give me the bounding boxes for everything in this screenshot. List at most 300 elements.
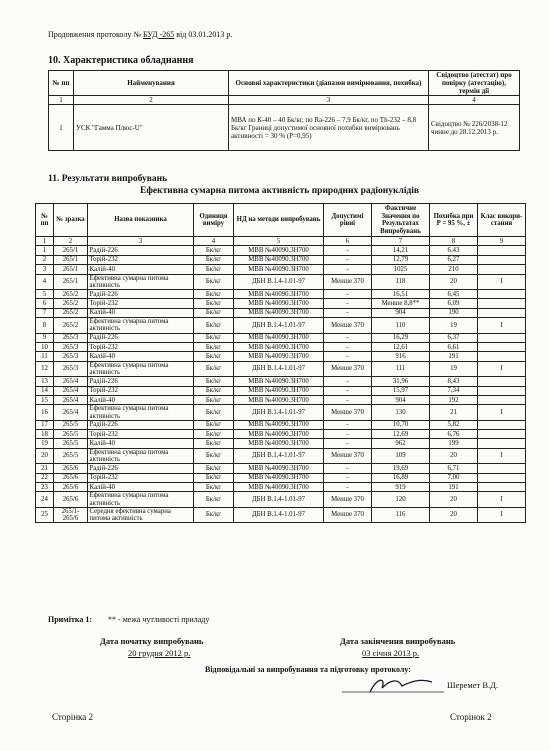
res-cell-allowed: -: [324, 352, 372, 361]
res-cell-allowed: -: [324, 308, 372, 317]
res-cell-indicator: Торій-232: [88, 386, 194, 395]
res-col-actual: Фактичне Значення по Результатах Випробувань: [372, 204, 430, 237]
res-cell-class: I: [478, 507, 526, 522]
res-cell-method: ДБН В.1.4-1.01-97: [234, 507, 324, 522]
table-row: [36, 318, 526, 333]
res-cell-sample: 265/1: [54, 255, 88, 264]
note-text: ** - межа чутливості приладу: [108, 615, 210, 624]
res-cell-indicator: Калій-40: [88, 308, 194, 317]
header-mid: від: [174, 30, 189, 39]
res-cell-method: МВВ №40090.3Н700: [234, 289, 324, 298]
equip-col-cert: Свідоцтво (атестат) про повірку (атестацію), термін дії: [429, 71, 520, 96]
res-cell-indicator: Радій-226: [88, 377, 194, 386]
start-date-value: 20 грудня 2012 р.: [128, 648, 191, 658]
res-cell-allowed: -: [324, 386, 372, 395]
res-cell-allowed: -: [324, 342, 372, 351]
table-row: [36, 246, 526, 255]
res-cell-no: 23: [36, 483, 54, 492]
res-cell-sample: 265/1: [54, 246, 88, 255]
res-cell-actual: 15,97: [372, 386, 430, 395]
table-row: [36, 448, 526, 463]
res-cell-class: [478, 430, 526, 439]
equip-row-no: 1: [49, 105, 74, 151]
res-cell-unit: Бк/кг: [194, 492, 234, 507]
res-cell-no: 1: [36, 246, 54, 255]
res-num: 5: [234, 237, 324, 246]
res-cell-allowed: Менше 370: [324, 492, 372, 507]
res-cell-indicator: Торій-232: [88, 299, 194, 308]
res-cell-error: 6,61: [430, 342, 478, 351]
res-cell-error: 20: [430, 274, 478, 289]
res-cell-error: 7,34: [430, 386, 478, 395]
equip-num: 2: [74, 96, 229, 105]
res-cell-indicator: Ефективна сумарна питома активність: [88, 318, 194, 333]
responsible-label: Відповідальні за випробування та підготовку протоколу:: [205, 665, 411, 674]
res-cell-unit: Бк/кг: [194, 289, 234, 298]
res-cell-unit: Бк/кг: [194, 473, 234, 482]
table-row: [36, 274, 526, 289]
res-cell-no: 8: [36, 318, 54, 333]
res-cell-method: МВВ №40090.3Н700: [234, 342, 324, 351]
protocol-header: [48, 30, 232, 39]
res-cell-no: 24: [36, 492, 54, 507]
res-cell-error: 6,43: [430, 246, 478, 255]
section-11-title: 11. Результати випробувань: [48, 174, 168, 184]
res-cell-class: I: [478, 448, 526, 463]
res-cell-actual: 116: [372, 507, 430, 522]
res-cell-class: [478, 342, 526, 351]
res-cell-actual: 16,51: [372, 289, 430, 298]
res-cell-allowed: Менше 370: [324, 405, 372, 420]
res-cell-no: 20: [36, 448, 54, 463]
res-cell-class: I: [478, 405, 526, 420]
res-cell-indicator: Ефективна сумарна питома активність: [88, 448, 194, 463]
res-cell-unit: Бк/кг: [194, 352, 234, 361]
res-cell-method: МВВ №40090.3Н700: [234, 395, 324, 404]
res-cell-actual: 962: [372, 439, 430, 448]
res-cell-class: I: [478, 492, 526, 507]
res-cell-sample: 265/6: [54, 464, 88, 473]
res-cell-error: 6,37: [430, 333, 478, 342]
protocol-date: 03.01.2013 р.: [188, 30, 233, 39]
res-cell-method: МВВ №40090.3Н700: [234, 483, 324, 492]
res-cell-sample: 265/1-265/6: [54, 507, 88, 522]
res-cell-actual: 31,96: [372, 377, 430, 386]
res-cell-actual: 130: [372, 405, 430, 420]
res-cell-sample: 265/5: [54, 439, 88, 448]
res-cell-actual: 904: [372, 308, 430, 317]
res-cell-indicator: Торій-232: [88, 430, 194, 439]
table-row: [36, 395, 526, 404]
res-cell-actual: 118: [372, 274, 430, 289]
res-cell-actual: 904: [372, 395, 430, 404]
res-cell-no: 16: [36, 405, 54, 420]
res-num: 3: [88, 237, 194, 246]
res-cell-class: [478, 352, 526, 361]
res-cell-class: [478, 395, 526, 404]
res-cell-indicator: Радій-226: [88, 464, 194, 473]
res-cell-method: ДБН В.1.4-1.01-97: [234, 274, 324, 289]
res-col-method: НД на методи випробувань: [234, 204, 324, 237]
res-cell-unit: Бк/кг: [194, 274, 234, 289]
res-cell-sample: 265/4: [54, 377, 88, 386]
res-cell-actual: 916: [372, 352, 430, 361]
equip-col-chars: Основні характеристики (діапазон вимірювання, похибка): [229, 71, 429, 96]
res-cell-unit: Бк/кг: [194, 420, 234, 429]
res-cell-unit: Бк/кг: [194, 483, 234, 492]
res-cell-allowed: -: [324, 439, 372, 448]
res-cell-method: МВВ №40090.3Н700: [234, 420, 324, 429]
res-cell-actual: 16,29: [372, 333, 430, 342]
end-date-label: Дата закінчення випробувань: [340, 636, 456, 646]
res-cell-no: 6: [36, 299, 54, 308]
table-row: [36, 308, 526, 317]
res-cell-indicator: Калій-40: [88, 265, 194, 274]
note-label: Примітка 1:: [48, 615, 93, 624]
res-cell-error: 20: [430, 492, 478, 507]
res-cell-no: 14: [36, 386, 54, 395]
res-cell-indicator: Калій-40: [88, 483, 194, 492]
res-cell-unit: Бк/кг: [194, 377, 234, 386]
res-cell-unit: Бк/кг: [194, 246, 234, 255]
res-cell-class: [478, 386, 526, 395]
res-cell-error: 21: [430, 405, 478, 420]
res-cell-no: 18: [36, 430, 54, 439]
res-cell-error: 20: [430, 448, 478, 463]
responsible-name: Шеремет В.Д.: [447, 680, 499, 690]
equipment-table: [48, 70, 520, 151]
res-cell-indicator: Ефективна сумарна питома активність: [88, 492, 194, 507]
res-cell-indicator: Середня ефективна сумарна питома активність: [88, 507, 194, 522]
res-cell-method: МВВ №40090.3Н700: [234, 265, 324, 274]
res-cell-class: [478, 464, 526, 473]
res-cell-indicator: Ефективна сумарна питома активність: [88, 405, 194, 420]
res-cell-indicator: Радій-226: [88, 333, 194, 342]
res-cell-indicator: Радій-226: [88, 289, 194, 298]
res-cell-unit: Бк/кг: [194, 342, 234, 351]
table-row: [36, 361, 526, 376]
table-row: [36, 377, 526, 386]
res-cell-actual: 109: [372, 448, 430, 463]
res-cell-error: 6,27: [430, 255, 478, 264]
table-row: [36, 265, 526, 274]
res-cell-unit: Бк/кг: [194, 439, 234, 448]
res-cell-error: 7,00: [430, 473, 478, 482]
res-cell-method: МВВ №40090.3Н700: [234, 299, 324, 308]
table-row: [36, 289, 526, 298]
res-cell-method: ДБН В.1.4-1.01-97: [234, 448, 324, 463]
res-cell-actual: 1025: [372, 265, 430, 274]
res-cell-unit: Бк/кг: [194, 395, 234, 404]
results-body: [36, 246, 526, 523]
res-cell-unit: Бк/кг: [194, 308, 234, 317]
res-cell-no: 10: [36, 342, 54, 351]
res-cell-sample: 265/5: [54, 430, 88, 439]
res-cell-unit: Бк/кг: [194, 430, 234, 439]
res-cell-method: ДБН В.1.4-1.01-97: [234, 361, 324, 376]
res-cell-no: 17: [36, 420, 54, 429]
equip-col-name: Найменування: [74, 71, 229, 96]
res-cell-indicator: Калій-40: [88, 439, 194, 448]
res-cell-no: 4: [36, 274, 54, 289]
res-cell-class: I: [478, 318, 526, 333]
res-cell-error: 192: [430, 395, 478, 404]
res-col-unit: Одиниця виміру: [194, 204, 234, 237]
res-cell-actual: 14,21: [372, 246, 430, 255]
res-cell-actual: 10,70: [372, 420, 430, 429]
signature: [340, 670, 450, 698]
protocol-number: БУД -265: [142, 30, 175, 39]
res-cell-error: 6,71: [430, 464, 478, 473]
res-cell-error: 8,43: [430, 377, 478, 386]
note-1: [48, 615, 209, 624]
res-cell-sample: 265/1: [54, 274, 88, 289]
res-cell-sample: 265/3: [54, 352, 88, 361]
res-cell-class: [478, 308, 526, 317]
section-10-title: 10. Характеристика обладнання: [48, 55, 194, 66]
res-cell-sample: 265/1: [54, 265, 88, 274]
res-cell-allowed: -: [324, 420, 372, 429]
res-cell-sample: 265/2: [54, 289, 88, 298]
res-cell-no: 2: [36, 255, 54, 264]
res-cell-unit: Бк/кг: [194, 361, 234, 376]
table-row: [36, 507, 526, 522]
res-cell-indicator: Калій-40: [88, 352, 194, 361]
res-cell-no: 22: [36, 473, 54, 482]
equip-row-cert: Свідоцтво № 226/2038-12 чинне до 28.12.2013 р.: [429, 105, 520, 151]
res-cell-sample: 265/4: [54, 386, 88, 395]
res-cell-unit: Бк/кг: [194, 255, 234, 264]
res-cell-method: МВВ №40090.3Н700: [234, 246, 324, 255]
equipment-num-row: [49, 96, 520, 105]
res-num: 6: [324, 237, 372, 246]
res-num: 2: [54, 237, 88, 246]
res-cell-sample: 265/6: [54, 483, 88, 492]
table-row: [36, 405, 526, 420]
res-col-class: Клас викори-стання: [478, 204, 526, 237]
res-cell-sample: 265/6: [54, 492, 88, 507]
res-cell-allowed: -: [324, 473, 372, 482]
res-cell-unit: Бк/кг: [194, 299, 234, 308]
results-header-row: [36, 204, 526, 237]
equipment-header-row: [49, 71, 520, 96]
res-cell-error: 19: [430, 361, 478, 376]
res-cell-sample: 265/5: [54, 448, 88, 463]
res-col-error: Похибка при Р = 95 %, ±: [430, 204, 478, 237]
res-cell-actual: 12,79: [372, 255, 430, 264]
res-num: 1: [36, 237, 54, 246]
table-row: [36, 430, 526, 439]
res-cell-sample: 265/3: [54, 342, 88, 351]
table-row: [36, 473, 526, 482]
table-row: [36, 255, 526, 264]
res-col-sample: № зразка: [54, 204, 88, 237]
res-cell-actual: 919: [372, 483, 430, 492]
res-cell-indicator: Ефективна сумарна питома активність: [88, 361, 194, 376]
res-num: 8: [430, 237, 478, 246]
res-cell-no: 5: [36, 289, 54, 298]
res-cell-sample: 265/5: [54, 420, 88, 429]
res-cell-error: 191: [430, 352, 478, 361]
res-cell-method: МВВ №40090.3Н700: [234, 430, 324, 439]
res-cell-allowed: Менше 370: [324, 274, 372, 289]
res-cell-method: ДБН В.1.4-1.01-97: [234, 318, 324, 333]
res-cell-allowed: -: [324, 289, 372, 298]
res-num: 9: [478, 237, 526, 246]
table-row: [36, 420, 526, 429]
res-cell-allowed: -: [324, 246, 372, 255]
res-cell-error: 210: [430, 265, 478, 274]
table-row: [36, 342, 526, 351]
equip-num: 1: [49, 96, 74, 105]
res-cell-indicator: Торій-232: [88, 473, 194, 482]
res-cell-method: МВВ №40090.3Н700: [234, 308, 324, 317]
res-cell-no: 21: [36, 464, 54, 473]
res-cell-error: 6,76: [430, 430, 478, 439]
res-cell-method: МВВ №40090.3Н700: [234, 439, 324, 448]
res-num: 7: [372, 237, 430, 246]
res-cell-allowed: Менше 370: [324, 448, 372, 463]
results-table: [35, 203, 526, 523]
table-row: [36, 386, 526, 395]
res-cell-allowed: -: [324, 255, 372, 264]
res-cell-sample: 265/2: [54, 308, 88, 317]
res-cell-method: МВВ №40090.3Н700: [234, 473, 324, 482]
res-cell-unit: Бк/кг: [194, 318, 234, 333]
header-prefix: Продовження протоколу №: [48, 30, 143, 39]
res-cell-sample: 265/4: [54, 405, 88, 420]
res-cell-indicator: Торій-232: [88, 255, 194, 264]
res-col-no: № пп: [36, 204, 54, 237]
res-cell-method: МВВ №40090.3Н700: [234, 255, 324, 264]
res-cell-class: [478, 255, 526, 264]
res-cell-class: [478, 265, 526, 274]
res-cell-sample: 265/2: [54, 299, 88, 308]
res-cell-actual: 16,89: [372, 473, 430, 482]
res-cell-error: 190: [430, 308, 478, 317]
table-row: [36, 483, 526, 492]
table-row: [36, 299, 526, 308]
res-cell-allowed: Менше 370: [324, 507, 372, 522]
section-11-subtitle: Ефективна сумарна питома активність природних радіонуклідів: [140, 186, 420, 196]
res-cell-unit: Бк/кг: [194, 448, 234, 463]
res-cell-unit: Бк/кг: [194, 265, 234, 274]
res-cell-indicator: Радій-226: [88, 420, 194, 429]
equip-col-no: № пп: [49, 71, 74, 96]
res-cell-allowed: -: [324, 483, 372, 492]
res-cell-class: [478, 483, 526, 492]
table-row: [36, 439, 526, 448]
res-cell-allowed: -: [324, 430, 372, 439]
res-cell-indicator: Радій-226: [88, 246, 194, 255]
res-cell-actual: Менше 8,8**: [372, 299, 430, 308]
res-cell-error: 6,45: [430, 289, 478, 298]
res-cell-actual: 111: [372, 361, 430, 376]
page-count: Сторінок 2: [450, 712, 492, 722]
res-cell-indicator: Калій-40: [88, 395, 194, 404]
res-cell-no: 12: [36, 361, 54, 376]
res-cell-class: [478, 333, 526, 342]
table-row: [36, 333, 526, 342]
res-cell-no: 13: [36, 377, 54, 386]
res-cell-class: [478, 299, 526, 308]
res-cell-sample: 265/2: [54, 318, 88, 333]
res-cell-unit: Бк/кг: [194, 333, 234, 342]
res-cell-no: 3: [36, 265, 54, 274]
res-cell-allowed: -: [324, 395, 372, 404]
page-number: Сторінка 2: [52, 712, 93, 722]
res-cell-no: 7: [36, 308, 54, 317]
res-cell-allowed: -: [324, 333, 372, 342]
res-cell-class: [478, 420, 526, 429]
res-cell-unit: Бк/кг: [194, 405, 234, 420]
res-cell-sample: 265/4: [54, 395, 88, 404]
res-cell-error: 199: [430, 439, 478, 448]
res-num: 4: [194, 237, 234, 246]
res-cell-allowed: -: [324, 377, 372, 386]
res-cell-actual: 19,69: [372, 464, 430, 473]
res-cell-method: МВВ №40090.3Н700: [234, 333, 324, 342]
equip-row-chars: МВА по К-40 – 40 Бк/кг, по Ra-226 – 7,9 Бк/кг, по Th-232 – 8,8 Бк/кг Границі допустимої основної похибки вимірювань активності = 30 % (Р=0,95): [229, 105, 429, 151]
res-cell-error: 191: [430, 483, 478, 492]
res-col-indicator: Назва показника: [88, 204, 194, 237]
res-cell-no: 11: [36, 352, 54, 361]
res-cell-unit: Бк/кг: [194, 507, 234, 522]
res-cell-sample: 265/3: [54, 361, 88, 376]
equipment-row: [49, 105, 520, 151]
equip-row-name: УСК "Гамма Плюс-U": [74, 105, 229, 151]
res-cell-method: МВВ №40090.3Н700: [234, 464, 324, 473]
res-cell-sample: 265/6: [54, 473, 88, 482]
res-cell-error: 19: [430, 318, 478, 333]
res-cell-error: 6,09: [430, 299, 478, 308]
end-date-value: 03 січня 2013 р.: [362, 648, 420, 658]
res-cell-unit: Бк/кг: [194, 386, 234, 395]
res-cell-allowed: -: [324, 299, 372, 308]
res-cell-allowed: -: [324, 265, 372, 274]
res-cell-no: 25: [36, 507, 54, 522]
equip-num: 3: [229, 96, 429, 105]
res-cell-method: ДБН В.1.4-1.01-97: [234, 492, 324, 507]
res-cell-class: [478, 289, 526, 298]
res-cell-class: [478, 246, 526, 255]
res-cell-class: [478, 377, 526, 386]
res-cell-indicator: Ефективна сумарна питома активність: [88, 274, 194, 289]
table-row: [36, 492, 526, 507]
res-cell-allowed: Менше 370: [324, 361, 372, 376]
res-cell-method: МВВ №40090.3Н700: [234, 352, 324, 361]
res-cell-class: I: [478, 274, 526, 289]
res-cell-allowed: Менше 370: [324, 318, 372, 333]
res-cell-method: МВВ №40090.3Н700: [234, 386, 324, 395]
res-cell-method: МВВ №40090.3Н700: [234, 377, 324, 386]
res-cell-no: 19: [36, 439, 54, 448]
res-cell-class: [478, 439, 526, 448]
res-cell-error: 5,82: [430, 420, 478, 429]
res-cell-indicator: Торій-232: [88, 342, 194, 351]
res-cell-actual: 110: [372, 318, 430, 333]
res-cell-actual: 12,61: [372, 342, 430, 351]
res-cell-allowed: -: [324, 464, 372, 473]
start-date-label: Дата початку випробувань: [100, 636, 204, 646]
res-cell-no: 15: [36, 395, 54, 404]
results-num-row: [36, 237, 526, 246]
table-row: [36, 352, 526, 361]
equip-num: 4: [429, 96, 520, 105]
res-col-allowed: Допустимі рівні: [324, 204, 372, 237]
res-cell-actual: 12,69: [372, 430, 430, 439]
res-cell-no: 9: [36, 333, 54, 342]
